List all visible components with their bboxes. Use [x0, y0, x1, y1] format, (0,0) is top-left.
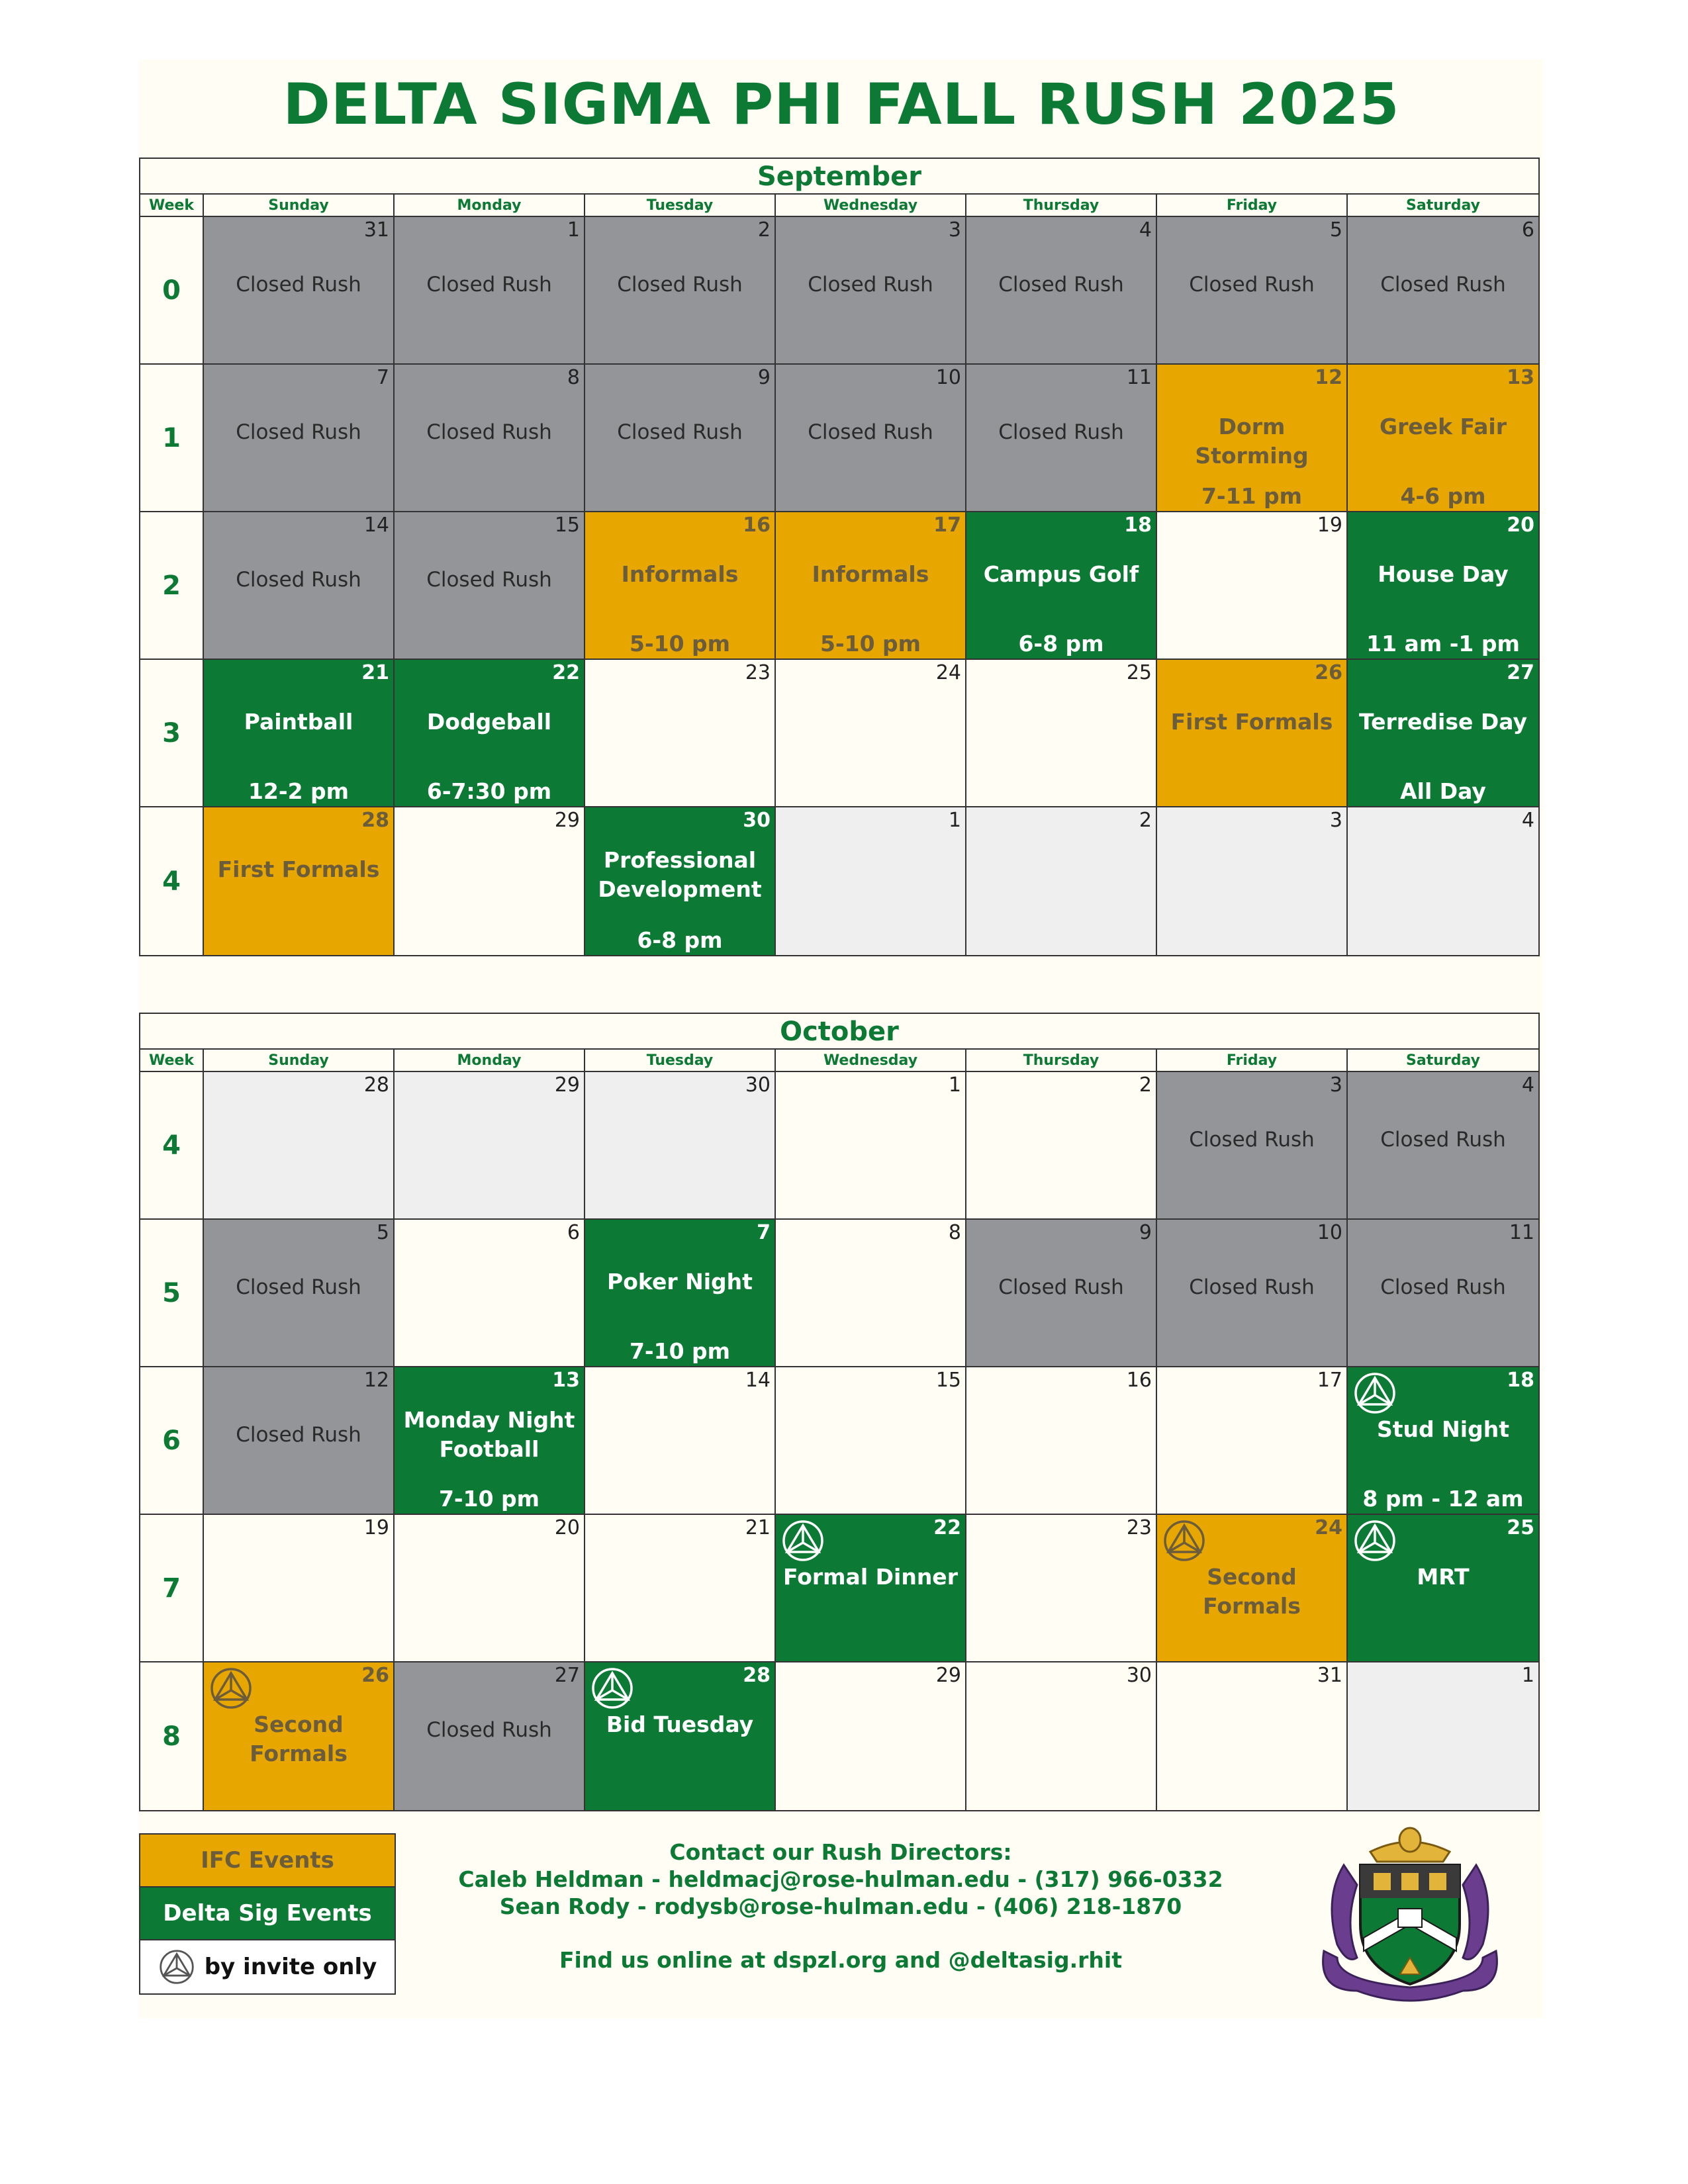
event-title: Closed Rush	[808, 420, 933, 444]
calendar-day	[204, 807, 395, 955]
triangle-in-circle-icon	[209, 1666, 253, 1710]
day-number: 27	[554, 1664, 580, 1687]
calendar-day	[204, 1220, 395, 1367]
day-number: 9	[1139, 1221, 1152, 1244]
event-title: Informals	[621, 561, 739, 587]
day-header-wednesday: Wednesday	[776, 195, 966, 217]
day-number: 29	[554, 809, 580, 832]
day-header-sunday: Sunday	[204, 195, 395, 217]
calendar-day	[585, 1072, 776, 1220]
calendar-day	[1157, 1515, 1348, 1662]
day-number: 31	[363, 218, 389, 242]
calendar-day	[395, 365, 585, 512]
day-number: 23	[745, 661, 771, 684]
legend-invite-label: by invite only	[204, 1954, 377, 1980]
event-time: 4-6 pm	[1400, 483, 1486, 509]
calendar-day	[776, 807, 966, 955]
event-title: Closed Rush	[1189, 273, 1315, 296]
day-number: 20	[554, 1516, 580, 1539]
calendar-day	[204, 1072, 395, 1220]
day-number: 21	[745, 1516, 771, 1539]
calendar-day	[776, 1220, 966, 1367]
day-number: 5	[376, 1221, 389, 1244]
day-number: 16	[743, 514, 771, 537]
day-number: 22	[552, 661, 580, 684]
event-title: Closed Rush	[617, 273, 743, 296]
calendar-day	[204, 365, 395, 512]
calendar-day	[204, 660, 395, 807]
week-number: 6	[140, 1367, 204, 1515]
week-column-header: Week	[140, 1050, 204, 1072]
week-number: 5	[140, 1220, 204, 1367]
event-time: 7-10 pm	[438, 1486, 540, 1512]
day-number: 6	[567, 1221, 580, 1244]
calendar-day	[966, 807, 1157, 955]
day-number: 5	[1329, 218, 1342, 242]
event-time: 6-7:30 pm	[426, 778, 552, 804]
calendar-day	[395, 1367, 585, 1515]
event-title: First Formals	[1170, 709, 1333, 735]
calendar-day	[585, 1515, 776, 1662]
day-number: 12	[1315, 366, 1342, 389]
calendar-day	[204, 512, 395, 660]
calendar-day	[395, 1220, 585, 1367]
calendar-day	[1348, 1367, 1538, 1515]
event-title: First Formals	[217, 856, 380, 882]
event-title: Closed Rush	[1189, 1275, 1315, 1299]
contact-heading: Contact our Rush Directors:	[669, 1839, 1012, 1865]
week-number: 3	[140, 660, 204, 807]
calendar-day	[1348, 807, 1538, 955]
calendar-day	[1157, 365, 1348, 512]
day-number: 18	[1124, 514, 1152, 537]
day-header-friday: Friday	[1157, 195, 1348, 217]
fraternity-crest	[1317, 1825, 1503, 2011]
event-title: Bid Tuesday	[606, 1711, 754, 1737]
event-time: 6-8 pm	[637, 927, 723, 953]
triangle-in-circle-icon	[158, 1948, 195, 1985]
day-number: 19	[1317, 514, 1342, 537]
day-header-thursday: Thursday	[966, 1050, 1157, 1072]
event-title: Closed Rush	[426, 568, 552, 592]
event-title: Greek Fair	[1379, 414, 1507, 439]
calendar-day	[1157, 1072, 1348, 1220]
calendar-day	[966, 1220, 1157, 1367]
event-time: 8 pm - 12 am	[1362, 1486, 1524, 1512]
calendar-day	[395, 1072, 585, 1220]
calendar-day	[1348, 217, 1538, 365]
calendar-day	[204, 1367, 395, 1515]
day-header-wednesday: Wednesday	[776, 1050, 966, 1072]
calendar-day	[1348, 1220, 1538, 1367]
calendar-day	[1348, 512, 1538, 660]
event-title: Closed Rush	[426, 420, 552, 444]
calendar-day	[395, 807, 585, 955]
week-column-header: Week	[140, 195, 204, 217]
event-time: 6-8 pm	[1018, 631, 1104, 657]
calendar-day	[1157, 1220, 1348, 1367]
calendar-day	[585, 512, 776, 660]
day-number: 8	[567, 366, 580, 389]
day-number: 14	[363, 514, 389, 537]
event-title: Campus Golf	[983, 561, 1139, 587]
day-number: 25	[1126, 661, 1152, 684]
day-number: 1	[1521, 1664, 1534, 1687]
calendar-day	[776, 512, 966, 660]
day-number: 27	[1507, 661, 1534, 684]
event-title: Stud Night	[1377, 1416, 1509, 1442]
legend-invite-only	[140, 1940, 395, 1993]
day-header-sunday: Sunday	[204, 1050, 395, 1072]
triangle-in-circle-icon	[1162, 1519, 1206, 1563]
day-number: 12	[363, 1369, 389, 1392]
calendar-day	[966, 217, 1157, 365]
day-number: 4	[1139, 218, 1152, 242]
calendar-day	[966, 1515, 1157, 1662]
page-title: DELTA SIGMA PHI FALL RUSH 2025	[283, 71, 1400, 138]
event-title: Closed Rush	[236, 420, 361, 444]
day-number: 3	[948, 218, 961, 242]
day-number: 7	[757, 1221, 771, 1244]
event-title: Closed Rush	[1380, 1128, 1506, 1152]
day-number: 30	[1126, 1664, 1152, 1687]
calendar-day	[395, 1662, 585, 1810]
day-number: 24	[935, 661, 961, 684]
contact-block	[424, 1839, 1258, 1974]
day-number: 17	[1317, 1369, 1342, 1392]
calendar-day	[204, 217, 395, 365]
calendar-day	[585, 807, 776, 955]
calendar-day	[776, 1367, 966, 1515]
calendar-day	[1348, 365, 1538, 512]
calendar-day	[776, 217, 966, 365]
event-time: 7-11 pm	[1201, 483, 1303, 509]
calendar-day	[204, 1515, 395, 1662]
day-number: 3	[1329, 809, 1342, 832]
day-number: 9	[757, 366, 771, 389]
calendar-day	[776, 660, 966, 807]
september-calendar	[139, 158, 1540, 956]
calendar-day	[585, 217, 776, 365]
calendar-day	[1348, 1662, 1538, 1810]
event-title: Closed Rush	[998, 420, 1124, 444]
contact-line-1: Caleb Heldman - heldmacj@rose-hulman.edu - (317) 966-0332	[458, 1866, 1223, 1892]
calendar-day	[395, 217, 585, 365]
calendar-day	[1157, 512, 1348, 660]
event-title: Closed Rush	[236, 273, 361, 296]
event-time: 11 am -1 pm	[1366, 631, 1520, 657]
day-header-monday: Monday	[395, 1050, 585, 1072]
day-number: 4	[1521, 809, 1534, 832]
event-time: 5-10 pm	[629, 631, 731, 657]
day-number: 10	[935, 366, 961, 389]
calendar-day	[966, 1662, 1157, 1810]
week-number: 1	[140, 365, 204, 512]
day-number: 10	[1317, 1221, 1342, 1244]
event-title: Second Formals	[1203, 1564, 1301, 1619]
day-number: 2	[1139, 1073, 1152, 1097]
day-number: 17	[933, 514, 961, 537]
day-header-thursday: Thursday	[966, 195, 1157, 217]
day-number: 20	[1507, 514, 1534, 537]
day-number: 31	[1317, 1664, 1342, 1687]
legend-ifc-events: IFC Events	[140, 1835, 395, 1888]
day-number: 24	[1315, 1516, 1342, 1539]
calendar-day	[585, 1220, 776, 1367]
event-title: Closed Rush	[426, 1718, 552, 1742]
day-number: 16	[1126, 1369, 1152, 1392]
event-title: Closed Rush	[1380, 1275, 1506, 1299]
day-number: 4	[1521, 1073, 1534, 1097]
day-number: 2	[1139, 809, 1152, 832]
calendar-day	[395, 1515, 585, 1662]
event-title: Closed Rush	[808, 273, 933, 296]
day-number: 6	[1521, 218, 1534, 242]
day-number: 1	[948, 1073, 961, 1097]
legend-delta-sig-events: Delta Sig Events	[140, 1888, 395, 1940]
day-header-monday: Monday	[395, 195, 585, 217]
day-number: 1	[948, 809, 961, 832]
day-number: 1	[567, 218, 580, 242]
week-number: 2	[140, 512, 204, 660]
week-number: 0	[140, 217, 204, 365]
event-title: Closed Rush	[236, 568, 361, 592]
calendar-day	[585, 660, 776, 807]
day-number: 30	[745, 1073, 771, 1097]
calendar-day	[395, 660, 585, 807]
event-title: Closed Rush	[1189, 1128, 1315, 1152]
day-number: 8	[948, 1221, 961, 1244]
calendar-day	[204, 1662, 395, 1810]
calendar-day	[776, 1515, 966, 1662]
day-number: 13	[1507, 366, 1534, 389]
calendar-day	[1157, 660, 1348, 807]
day-number: 28	[361, 809, 389, 832]
calendar-day	[395, 512, 585, 660]
calendar-day	[1157, 1662, 1348, 1810]
day-number: 11	[1126, 366, 1152, 389]
calendar-day	[585, 1367, 776, 1515]
event-title: MRT	[1417, 1564, 1470, 1590]
week-number: 8	[140, 1662, 204, 1810]
triangle-in-circle-icon	[590, 1666, 634, 1710]
day-number: 14	[745, 1369, 771, 1392]
day-header-friday: Friday	[1157, 1050, 1348, 1072]
day-number: 29	[554, 1073, 580, 1097]
event-time: 12-2 pm	[248, 778, 350, 804]
calendar-day	[1348, 1515, 1538, 1662]
event-time: All Day	[1400, 778, 1486, 804]
triangle-in-circle-icon	[1353, 1371, 1397, 1415]
calendar-day	[776, 365, 966, 512]
month-title: October	[140, 1014, 1538, 1050]
event-title: Closed Rush	[998, 273, 1124, 296]
event-title: Dorm Storming	[1195, 414, 1309, 469]
event-time: 5-10 pm	[820, 631, 921, 657]
calendar-day	[966, 365, 1157, 512]
event-title: Closed Rush	[998, 1275, 1124, 1299]
calendar-day	[966, 1072, 1157, 1220]
day-number: 3	[1329, 1073, 1342, 1097]
day-number: 23	[1126, 1516, 1152, 1539]
day-number: 28	[743, 1664, 771, 1687]
week-number: 4	[140, 1072, 204, 1220]
day-number: 18	[1507, 1369, 1534, 1392]
day-header-tuesday: Tuesday	[585, 1050, 776, 1072]
event-title: Closed Rush	[617, 420, 743, 444]
calendar-day	[1348, 660, 1538, 807]
day-number: 29	[935, 1664, 961, 1687]
calendar-day	[585, 365, 776, 512]
event-title: Dodgeball	[426, 709, 552, 735]
event-title: Second Formals	[250, 1711, 348, 1766]
event-title: Poker Night	[607, 1269, 753, 1295]
day-header-tuesday: Tuesday	[585, 195, 776, 217]
day-number: 13	[552, 1369, 580, 1392]
day-header-saturday: Saturday	[1348, 195, 1538, 217]
contact-line-2: Sean Rody - rodysb@rose-hulman.edu - (406) 218-1870	[499, 1893, 1182, 1919]
event-title: Monday Night Football	[403, 1407, 575, 1462]
calendar-day	[1157, 1367, 1348, 1515]
day-header-saturday: Saturday	[1348, 1050, 1538, 1072]
event-title: Terredise Day	[1358, 709, 1528, 735]
week-number: 7	[140, 1515, 204, 1662]
event-title: Paintball	[244, 709, 353, 735]
week-number: 4	[140, 807, 204, 955]
day-number: 15	[935, 1369, 961, 1392]
legend	[139, 1833, 396, 1995]
calendar-day	[585, 1662, 776, 1810]
day-number: 21	[361, 661, 389, 684]
event-title: Closed Rush	[236, 1275, 361, 1299]
day-number: 22	[933, 1516, 961, 1539]
day-number: 2	[757, 218, 771, 242]
calendar-day	[966, 512, 1157, 660]
page	[139, 60, 1544, 2019]
calendar-day	[966, 1367, 1157, 1515]
event-title: Closed Rush	[236, 1423, 361, 1447]
calendar-day	[1348, 1072, 1538, 1220]
day-number: 19	[363, 1516, 389, 1539]
day-number: 26	[361, 1664, 389, 1687]
calendar-day	[776, 1662, 966, 1810]
day-number: 7	[376, 366, 389, 389]
event-title: Closed Rush	[1380, 273, 1506, 296]
october-calendar	[139, 1013, 1540, 1811]
triangle-in-circle-icon	[1353, 1519, 1397, 1563]
event-title: Formal Dinner	[783, 1564, 958, 1590]
event-title: Closed Rush	[426, 273, 552, 296]
calendar-day	[966, 660, 1157, 807]
day-number: 26	[1315, 661, 1342, 684]
day-number: 28	[363, 1073, 389, 1097]
day-number: 11	[1509, 1221, 1534, 1244]
event-time: 7-10 pm	[629, 1338, 731, 1364]
day-number: 15	[554, 514, 580, 537]
triangle-in-circle-icon	[781, 1519, 825, 1563]
day-number: 25	[1507, 1516, 1534, 1539]
month-title: September	[140, 159, 1538, 195]
calendar-day	[1157, 217, 1348, 365]
calendar-day	[776, 1072, 966, 1220]
contact-online: Find us online at dspzl.org and @deltasig.rhit	[559, 1947, 1122, 1973]
event-title: Professional Development	[598, 847, 762, 902]
event-title: House Day	[1378, 561, 1509, 587]
calendar-day	[1157, 807, 1348, 955]
day-number: 30	[743, 809, 771, 832]
event-title: Informals	[812, 561, 929, 587]
